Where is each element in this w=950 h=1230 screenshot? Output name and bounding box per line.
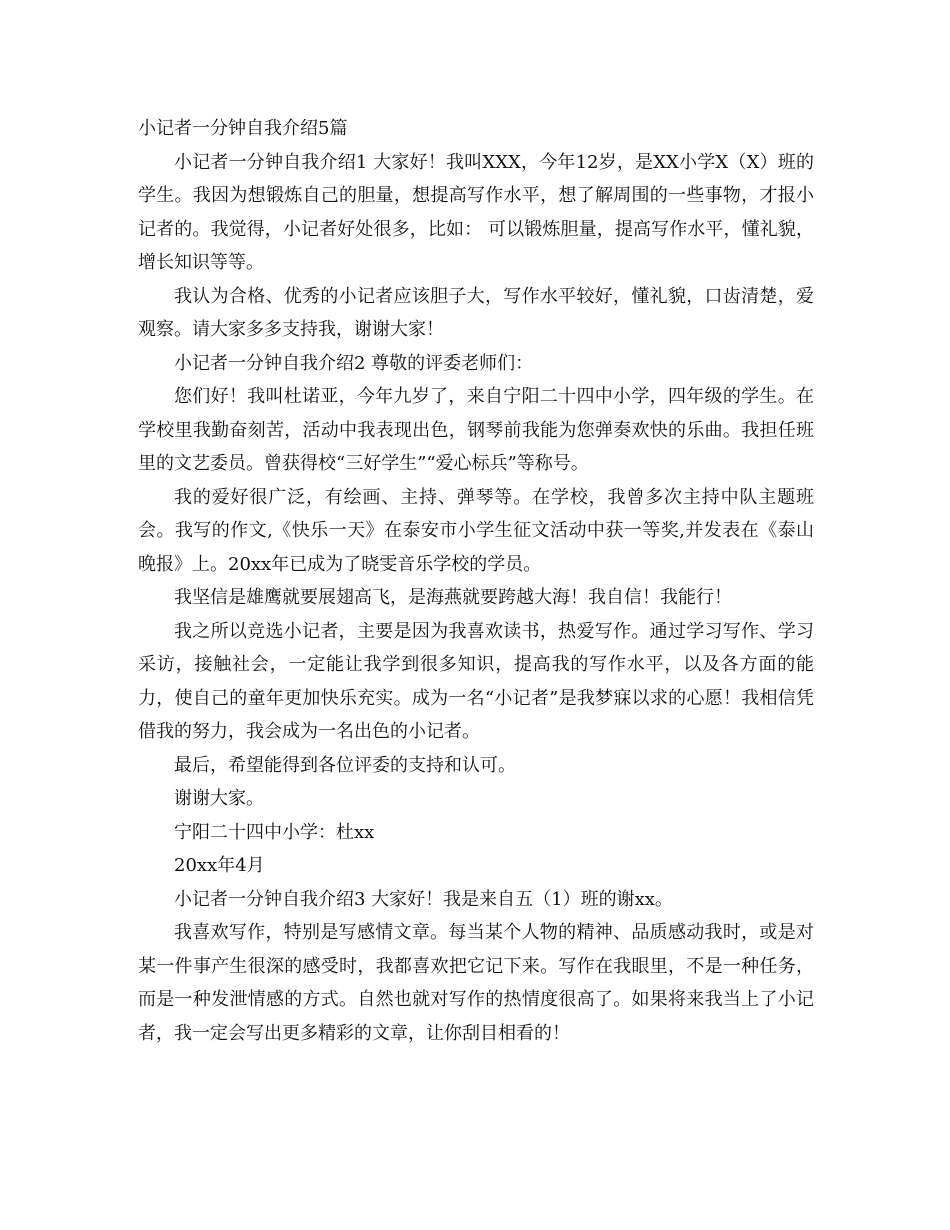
- date-line: 20xx年4月: [174, 855, 265, 876]
- paragraph: 您们好！我叫杜诺亚，今年九岁了，来自宁阳二十四中小学，四年级的学生。在学校里我勤奋刻苦，活动中我表现出色，钢琴前我能为您弹奏欢快的乐曲。我担任班里的文艺委员。曾获得校“三好学生”“爱心标兵”等称号。: [138, 386, 814, 474]
- paragraph: 最后，希望能得到各位评委的支持和认可。: [174, 754, 516, 776]
- paragraph: 我喜欢写作，特别是写感情文章。每当某个人物的精神、品质感动我时，或是对某一件事产生很深的感受时，我都喜欢把它记下来。写作在我眼里，不是一种任务，而是一种发泄情感的方式。自然也就对写作的热情度很高了。如果将来我当上了小记者，我一定会写出更多精彩的文章，让你刮目相看的！: [138, 922, 814, 1044]
- paragraph: 我认为合格、优秀的小记者应该胆子大，写作水平较好，懂礼貌，口齿清楚，爱观察。请大家多多支持我，谢谢大家！: [138, 285, 814, 340]
- paragraph: 小记者一分钟自我介绍3 大家好！我是来自五（1）班的谢xx。: [174, 888, 673, 910]
- paragraph: 我的爱好很广泛，有绘画、主持、弹琴等。在学校，我曾多次主持中队主题班会。我写的作文,《快乐一天》在泰安市小学生征文活动中获一等奖,并发表在《泰山晚报》上。20xx年已成为了晓雯音乐学校的学员。: [138, 486, 814, 575]
- paragraph: 谢谢大家。: [174, 788, 264, 809]
- document-body: [138, 112, 814, 1050]
- signature-line: 宁阳二十四中小学：杜xx: [174, 821, 375, 843]
- document-title: 小记者一分钟自我介绍5篇: [138, 118, 348, 139]
- paragraph: 小记者一分钟自我介绍1 大家好！我叫XXX，今年12岁，是XX小学X（X）班的学生。我因为想锻炼自己的胆量，想提高写作水平，想了解周围的一些事物，才报小记者的。我觉得，小记者好处很多，比如： 可以锻炼胆量，提高写作水平，懂礼貌，增长知识等等。: [138, 151, 814, 273]
- paragraph: 我之所以竞选小记者，主要是因为我喜欢读书，热爱写作。通过学习写作、学习采访，接触社会，一定能让我学到很多知识，提高我的写作水平，以及各方面的能力，使自己的童年更加快乐充实。成为一名“小记者”是我梦寐以求的心愿！我相信凭借我的努力，我会成为一名出色的小记者。: [138, 620, 814, 742]
- paragraph: 小记者一分钟自我介绍2 尊敬的评委老师们：: [174, 352, 534, 374]
- paragraph: 我坚信是雄鹰就要展翅高飞，是海燕就要跨越大海！我自信！我能行！: [174, 587, 732, 608]
